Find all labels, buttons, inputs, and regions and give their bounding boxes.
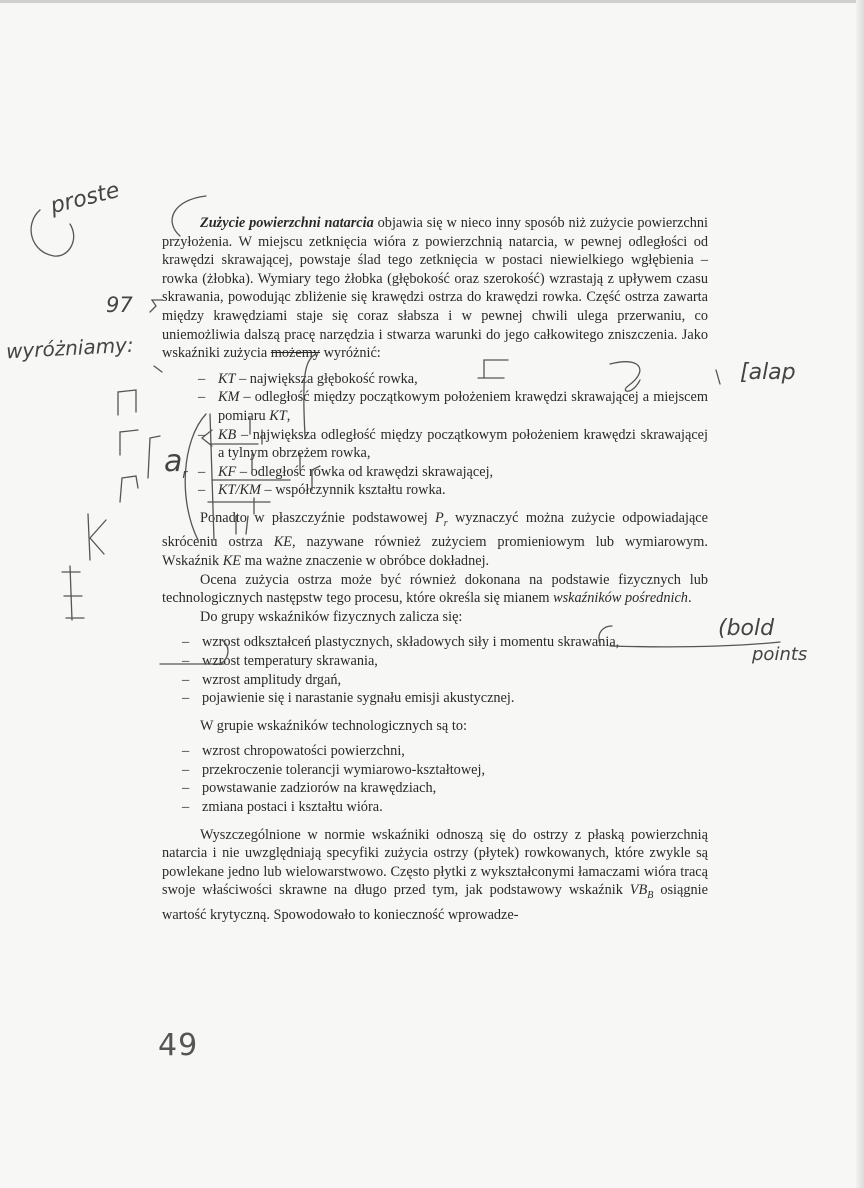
physical-intro: Do grupy wskaźników fizycznych zalicza się: xyxy=(200,608,463,625)
list-item: – KM – odległość między początkowym położeniem krawędzi skrawającej a miejscem pomiaru KT, xyxy=(218,388,708,425)
list-item: – powstawanie zadziorów na krawędziach, xyxy=(202,779,708,798)
paragraph-tool-face-wear: Zużycie powierzchni natarcia objawia się w nieco inny sposób niż zużycie powierzchni przyłożenia. W miejscu zetknięcia wióra z powierzchnią natarcia, w pewnej odległości od krawędzi skrawającej, powstaje ślad tego zetknięcia w postaci niewielkiego wgłębienia – rowka (żłobka). Wymiary tego żłobka (głębokość oraz szerokość) wzrastają z upływem czasu skrawania, powodując zbliżenie się krawędzi ostrza do krawędzi rowka. Część ostrza zawarta między krawędziami staje się coraz słabsza i w pewnej chwili ulega przerwaniu, co uniemożliwia dalszą pracę narzędzia i stwarza warunki do jego całkowitego zniszczenia. Jako wskaźniki zużycia możemy wyróżnić: xyxy=(162,215,708,362)
list-item: – KT/KM – współczynnik kształtu rowka. xyxy=(218,481,708,500)
lead-term: Zużycie powierzchni natarcia xyxy=(200,215,374,231)
main-text xyxy=(162,214,708,925)
struck-word: możemy xyxy=(270,345,321,362)
list-item: – wzrost amplitudy drgań, xyxy=(202,671,708,690)
note-97: 97 xyxy=(106,293,133,317)
list-item: – KT – największa głębokość rowka, xyxy=(218,370,708,389)
note-points: points xyxy=(752,644,808,665)
paragraph-grooved-inserts: Wyszczególnione w normie wskaźniki odnoszą się do ostrzy z płaską powierzchnią natarcia i nie uwzględniają specyfiki zużycia ostrzy (płytek) rowkowanych, które zwykle są powlekane jedno lub wielowarstwowo. Często płytki z wykształconymi łamaczami wióra tracą swoje właściwości skrawne na długo przed tym, jak podstawowy wskaźnik $VB_B$ osiągnie wartość krytyczną. Spowodowało to konieczność wprowadze- xyxy=(162,826,708,923)
note-k xyxy=(74,508,80,519)
note-proste: proste xyxy=(48,177,123,220)
paragraph-indirect-indicators: Ocena zużycia ostrza może być również dokonana na podstawie fizycznych lub technologicznych następstw tego procesu, które określa się mianem wskaźników pośrednich. xyxy=(162,571,708,607)
page-number: 49 xyxy=(158,1028,199,1063)
list-item: – pojawienie się i narastanie sygnału emisji akustycznej. xyxy=(202,689,708,708)
note-wyrozniamy: wyróżniamy: xyxy=(5,332,135,364)
physical-indicators-list xyxy=(162,633,708,707)
list-item: – zmiana postaci i kształtu wióra. xyxy=(202,798,708,817)
list-item: – przekroczenie tolerancji wymiarowo-kształtowej, xyxy=(202,761,708,780)
tech-intro: W grupie wskaźników technologicznych są to: xyxy=(200,717,467,734)
list-item: – wzrost temperatury skrawania, xyxy=(202,652,708,671)
tech-indicators-list xyxy=(162,742,708,816)
page-top-edge xyxy=(0,0,864,3)
list-item: – KF – odległość rowka od krawędzi skrawającej, xyxy=(218,463,708,482)
paragraph-radial-wear: Ponadto w płaszczyźnie podstawowej $P_r$ wyznaczyć można zużycie odpowiadające skróceniu ostrza KE, nazywane również zużyciem promieniowym lub wymiarowym. Wskaźnik KE ma ważne znaczenie w obróbce dokładnej. xyxy=(162,509,709,569)
list-item: – KB – największa odległość między początkowym położeniem krawędzi skrawającej a tylnym obrzeżem rowka, xyxy=(218,426,708,463)
wear-indicators-list xyxy=(162,370,708,500)
note-a: $a_r$ xyxy=(164,444,188,481)
note-bold: (bold xyxy=(718,616,775,641)
term-indirect: wskaźników pośrednich xyxy=(553,590,688,607)
note-alap: [alap xyxy=(740,360,796,385)
list-item: – wzrost chropowatości powierzchni, xyxy=(202,742,708,761)
page-right-edge xyxy=(856,0,864,1188)
list-item: – wzrost odkształceń plastycznych, składowych siły i momentu skrawania, xyxy=(202,633,708,652)
